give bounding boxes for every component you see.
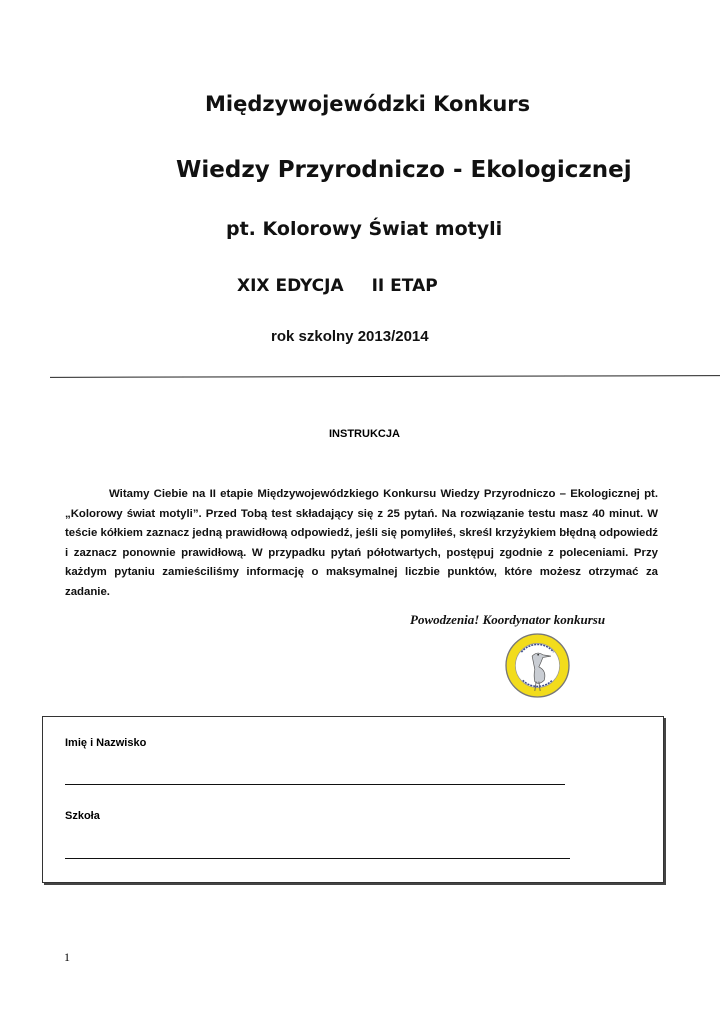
header-divider [50,375,720,378]
edition-label: XIX EDYCJA [237,276,344,296]
stage-label: II ETAP [371,276,438,296]
name-field-label: Imię i Nazwisko [65,737,147,749]
name-fill-line[interactable] [65,784,565,785]
instruction-paragraph: Witamy Ciebie na II etapie Międzywojewódzkiego Konkursu Wiedzy Przyrodniczo – Ekologicznej pt. „Kolorowy świat motyli”. Przed Tobą test składający się z 25 pytań. Na rozwiązanie testu masz 40 minut. W teście kółkiem zaznacz jedną prawidłową odpowiedź, jeśli się pomyliłeś, skreśl krzyżykiem błędną odpowiedź i zaznacz ponownie prawidłową. W przypadku pytań półotwartych, postępuj zgodnie z poleceniami. Przy każdym pytaniu zamieściliśmy informację o maksymalnej liczbie punktów, które możesz otrzymać za zadanie. [65,488,658,598]
school-field-label: Szkoła [65,810,100,822]
contest-theme: pt. Kolorowy Świat motyli [226,218,503,240]
school-year: rok szkolny 2013/2014 [271,328,429,345]
edition-stage-line [237,276,438,296]
instruction-heading: INSTRUKCJA [329,428,400,440]
school-fill-line[interactable] [65,858,570,859]
contest-subtitle: Wiedzy Przyrodniczo - Ekologicznej [176,157,632,183]
heron-emblem-icon [504,632,571,699]
signature-line: Powodzenia! Koordynator konkursu [410,612,606,627]
page-number: 1 [64,950,70,964]
contest-title: Międzywojewódzki Konkurs [205,92,531,116]
